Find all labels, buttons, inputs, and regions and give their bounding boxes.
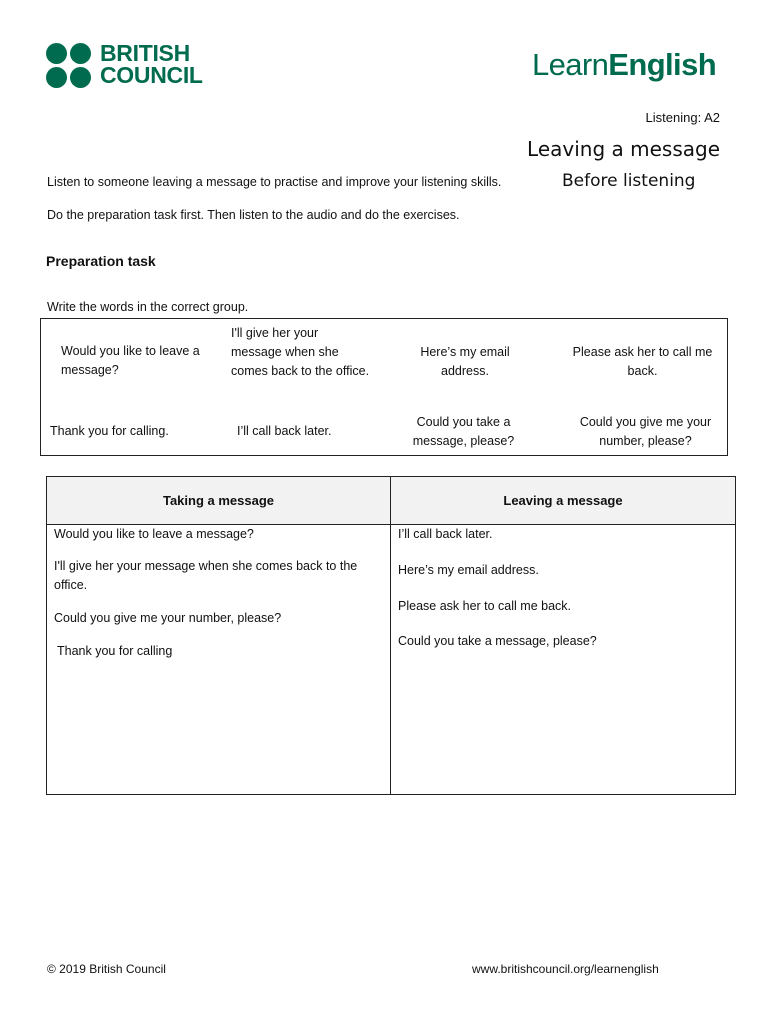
phrase-item: Thank you for calling. <box>50 424 169 438</box>
page-title: Leaving a message <box>527 137 720 161</box>
logo-learn: Learn <box>532 47 609 82</box>
phrase-item: Here’s my email address. <box>420 345 510 378</box>
intro-text: Listen to someone leaving a message to practise and improve your listening skills. <box>47 175 502 189</box>
british-council-logo-text: BRITISH COUNCIL <box>100 40 203 88</box>
leaving-cell-item[interactable]: I’ll call back later. <box>398 527 493 541</box>
phrase-item: I’ll call back later. <box>237 424 332 438</box>
copyright: © 2019 British Council <box>47 962 166 976</box>
preparation-heading: Preparation task <box>46 253 156 269</box>
phrase-item: Please ask her to call me back. <box>572 345 713 378</box>
phrase-box <box>40 318 728 456</box>
column-header-leaving: Leaving a message <box>391 477 735 525</box>
british-council-dots-icon <box>46 43 94 89</box>
taking-cell-item[interactable]: Would you like to leave a message? <box>54 527 254 541</box>
footer-link[interactable]: www.britishcouncil.org/learnenglish <box>472 962 659 976</box>
taking-cell-item[interactable]: Could you give me your number, please? <box>54 611 282 625</box>
section-heading: Before listening <box>562 171 696 191</box>
learnenglish-logo <box>532 47 716 83</box>
phrase-item: Could you give me your number, please? <box>579 415 712 448</box>
taking-cell-item[interactable]: Thank you for calling <box>57 644 173 658</box>
task-instruction: Write the words in the correct group. <box>47 300 249 314</box>
column-divider <box>390 525 391 794</box>
group-table <box>46 476 736 795</box>
leaving-cell-item[interactable]: Could you take a message, please? <box>398 634 597 648</box>
taking-cell-item[interactable]: I'll give her your message when she comes back to the office. <box>54 559 358 592</box>
leaving-cell-item[interactable]: Here’s my email address. <box>398 563 539 577</box>
phrase-item: I'll give her your message when she comes back to the office. <box>231 326 370 378</box>
column-header-taking: Taking a message <box>47 477 391 525</box>
level-label: Listening: A2 <box>645 110 720 125</box>
phrase-item: Could you take a message, please? <box>412 415 515 448</box>
instructions-text: Do the preparation task first. Then listen to the audio and do the exercises. <box>47 208 460 222</box>
phrase-item: Would you like to leave a message? <box>61 344 200 377</box>
logo-english: English <box>608 47 717 82</box>
leaving-cell-item[interactable]: Please ask her to call me back. <box>398 599 571 613</box>
